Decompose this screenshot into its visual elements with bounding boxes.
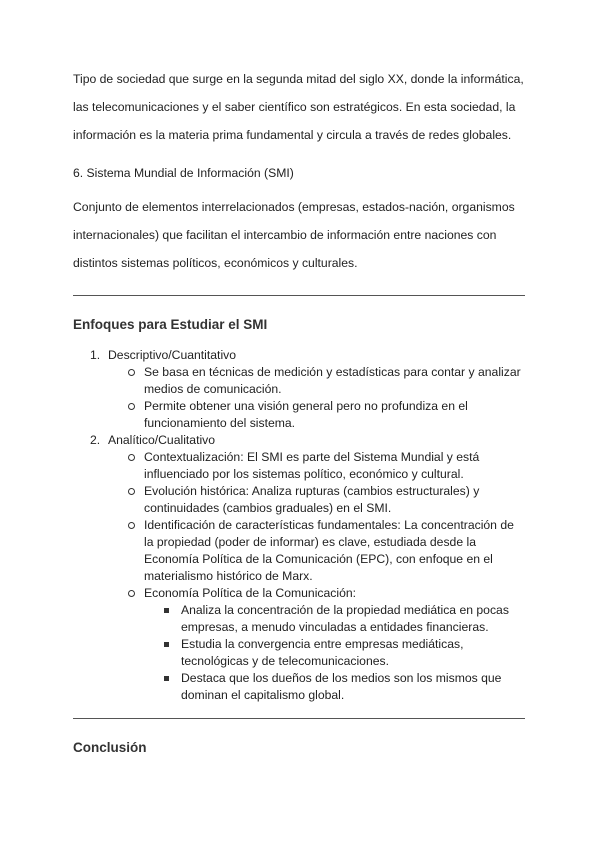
nested-list-item [144, 602, 525, 636]
intro-paragraph: Tipo de sociedad que surge en la segunda mitad del siglo XX, donde la informática, las telecomunicaciones y el saber científico son estratégicos. En esta sociedad, la información es la materia prima fundamental y circula a través de redes globales. [73, 72, 524, 142]
sublist-item-text: Identificación de características fundamentales: La concentración de la propiedad (poder de informar) es clave, estudiada desde la Economía Política de la Comunicación (EPC), con enfoque en el materialismo histórico de Marx. [144, 518, 514, 583]
hollow-bullet-icon [128, 488, 135, 495]
list-item-label: Analítico/Cualitativo [108, 433, 216, 447]
square-bullet-icon [164, 676, 169, 681]
sublist-item-text: Permite obtener una visión general pero no profundiza en el funcionamiento del sistema. [144, 399, 468, 430]
nested-list-item [144, 670, 525, 704]
sublist-item [108, 517, 525, 585]
smi-definition-paragraph: Conjunto de elementos interrelacionados (empresas, estados-nación, organismos internacionales) que facilitan el intercambio de información entre naciones con distintos sistemas políticos, económicos y culturales. [73, 200, 515, 270]
hollow-bullet-icon [128, 403, 135, 410]
sublist-item-text: Se basa en técnicas de medición y estadísticas para contar y analizar medios de comunicación. [144, 365, 521, 396]
section-heading-enfoques: Enfoques para Estudiar el SMI [73, 317, 268, 332]
sublist-item [108, 398, 525, 432]
hollow-bullet-icon [128, 522, 135, 529]
enfoques-list [73, 347, 525, 704]
sublist [108, 364, 525, 432]
horizontal-divider [73, 295, 525, 296]
sublist-item [108, 585, 525, 704]
nested-sublist [144, 602, 525, 704]
hollow-bullet-icon [128, 590, 135, 597]
hollow-bullet-icon [128, 454, 135, 461]
sublist-item [108, 483, 525, 517]
section-heading-smi: 6. Sistema Mundial de Información (SMI) [73, 166, 294, 180]
sublist-item [108, 364, 525, 398]
square-bullet-icon [164, 642, 169, 647]
list-item-label: Descriptivo/Cuantitativo [108, 348, 237, 362]
sublist-item-text: Evolución histórica: Analiza rupturas (cambios estructurales) y continuidades (cambios graduales) en el SMI. [144, 484, 480, 515]
sublist-item-text: Contextualización: El SMI es parte del Sistema Mundial y está influenciado por los sistemas político, económico y cultural. [144, 450, 480, 481]
list-item [73, 347, 525, 432]
nested-list-item [144, 636, 525, 670]
list-number: 2. [90, 433, 101, 447]
list-number: 1. [90, 348, 101, 362]
list-item [73, 432, 525, 704]
sublist-item-text: Economía Política de la Comunicación: [144, 586, 357, 600]
square-bullet-icon [164, 608, 169, 613]
sublist [108, 449, 525, 704]
horizontal-divider [73, 718, 525, 719]
nested-item-text: Estudia la convergencia entre empresas mediáticas, tecnológicas y de telecomunicaciones. [181, 637, 464, 668]
section-heading-conclusion: Conclusión [73, 740, 147, 755]
nested-item-text: Analiza la concentración de la propiedad mediática en pocas empresas, a menudo vinculadas a entidades financieras. [181, 603, 509, 634]
nested-item-text: Destaca que los dueños de los medios son los mismos que dominan el capitalismo global. [181, 671, 502, 702]
hollow-bullet-icon [128, 369, 135, 376]
sublist-item [108, 449, 525, 483]
